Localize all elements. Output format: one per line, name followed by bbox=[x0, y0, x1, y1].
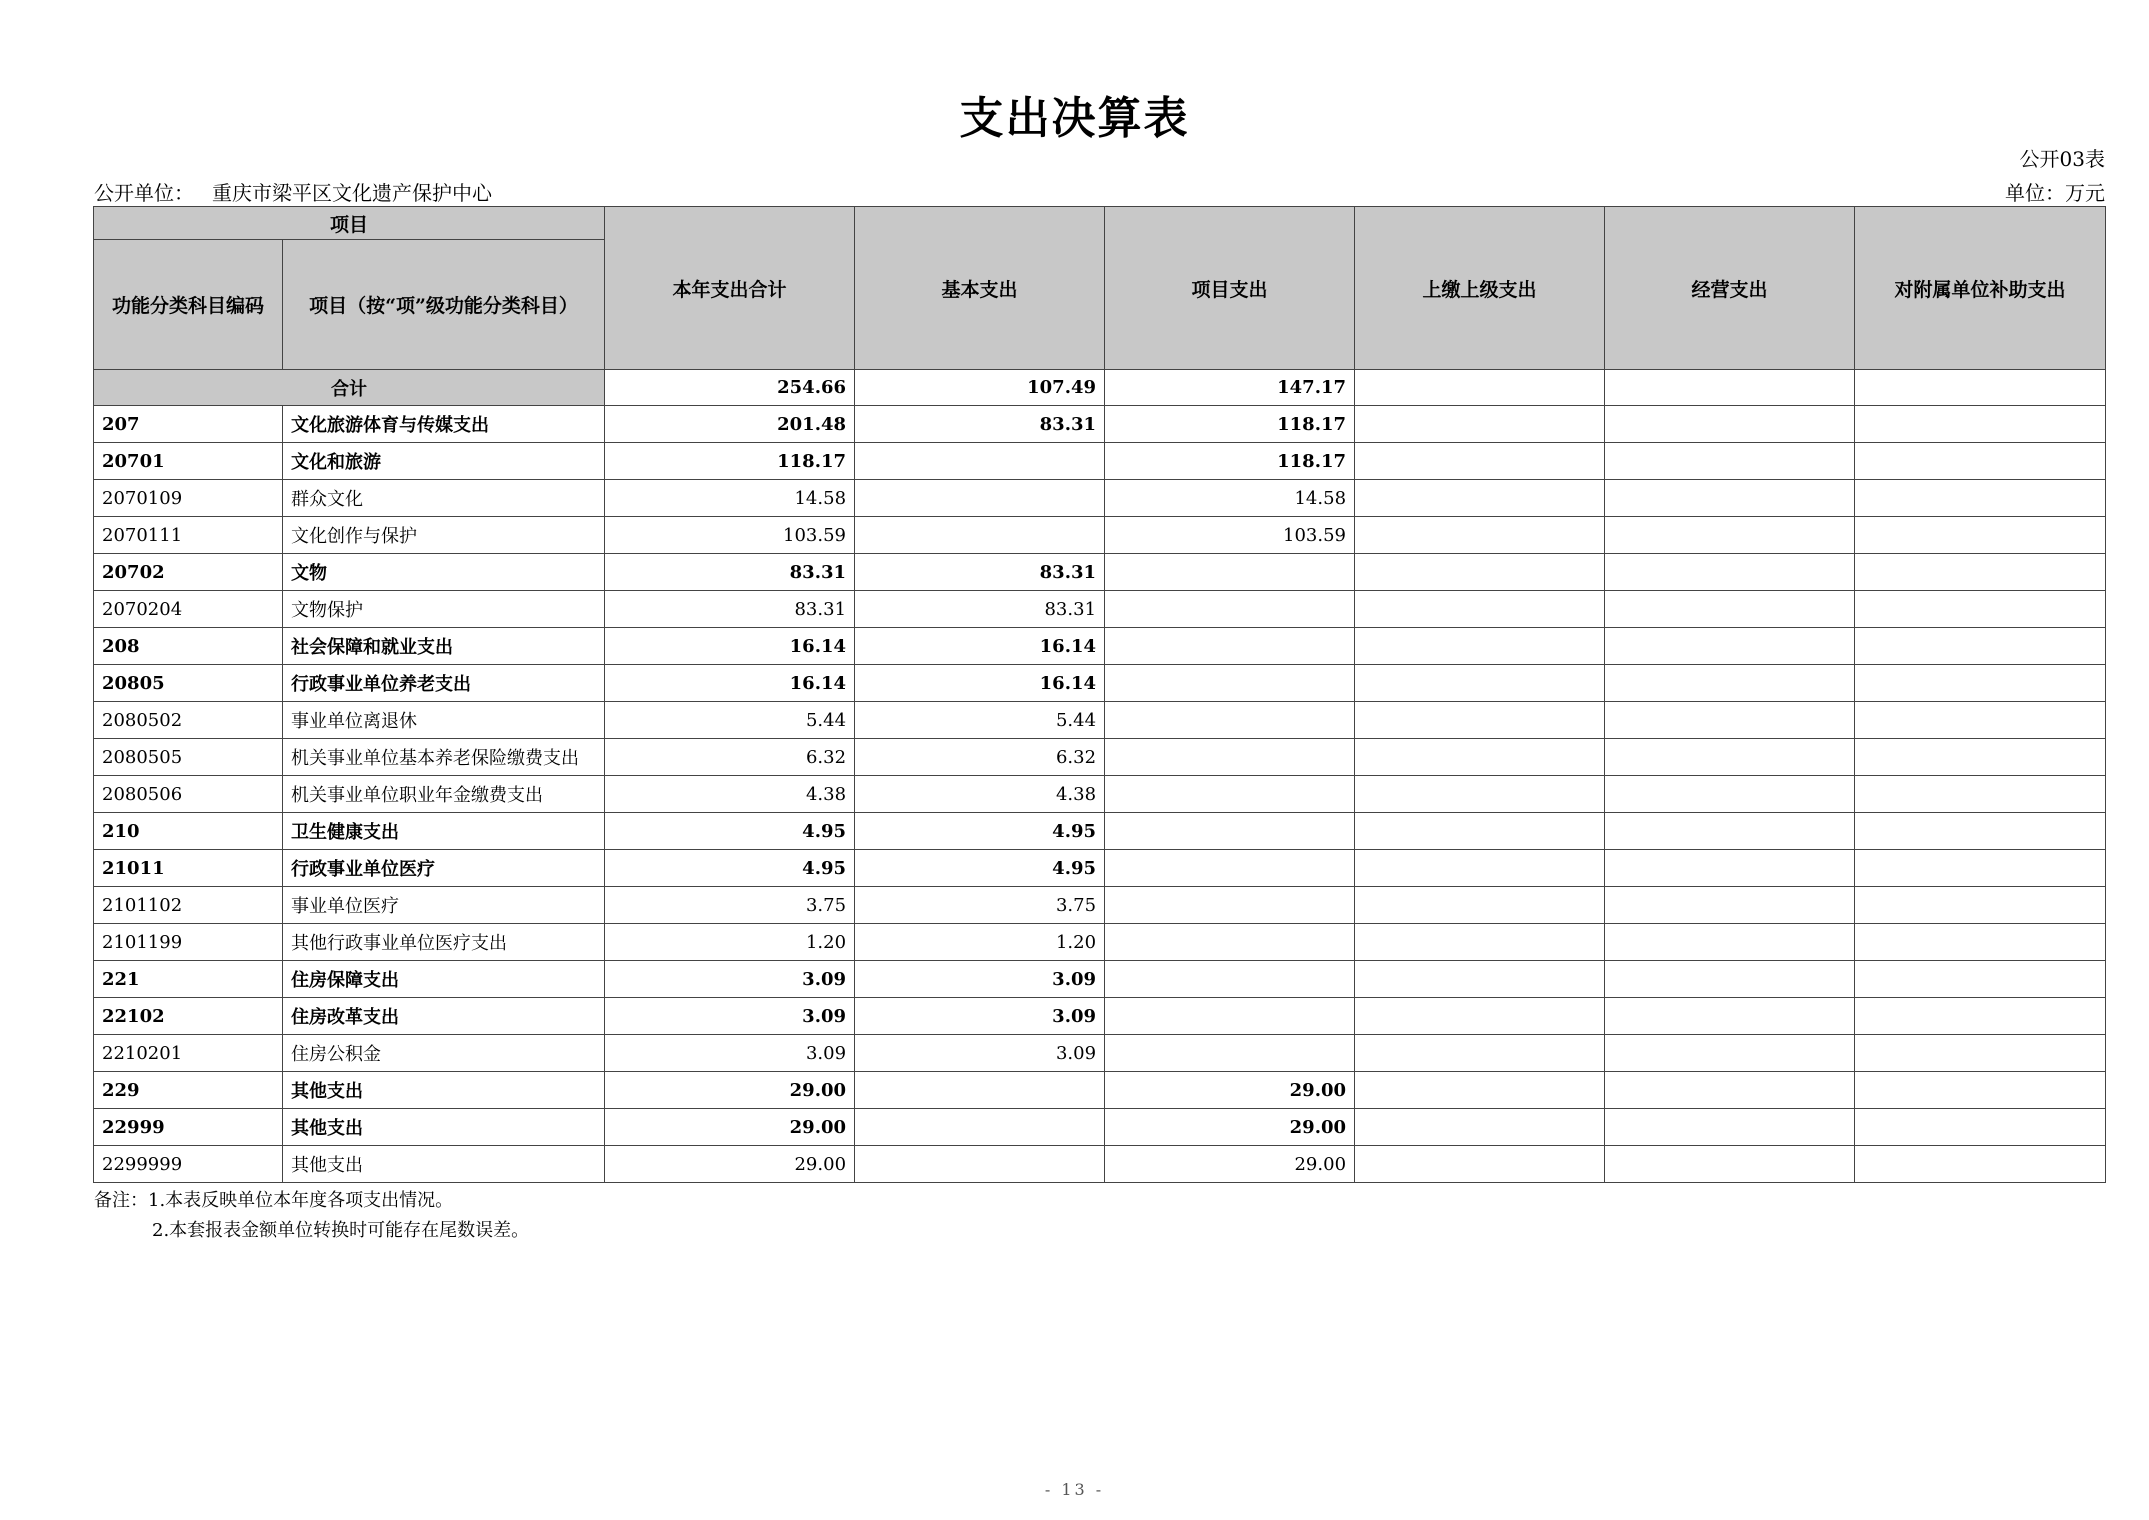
cell-basic bbox=[855, 1072, 1105, 1109]
cell-item bbox=[1105, 554, 1355, 591]
summary-total: 254.66 bbox=[605, 370, 855, 406]
cell-name: 卫生健康支出 bbox=[283, 813, 605, 850]
cell-upper bbox=[1355, 961, 1605, 998]
cell-code: 221 bbox=[94, 961, 283, 998]
header-basic: 基本支出 bbox=[855, 207, 1105, 370]
cell-item: 29.00 bbox=[1105, 1109, 1355, 1146]
header-subsidy: 对附属单位补助支出 bbox=[1855, 207, 2106, 370]
cell-upper bbox=[1355, 1146, 1605, 1183]
cell-total: 4.38 bbox=[605, 776, 855, 813]
table-row bbox=[94, 591, 2106, 628]
table-row bbox=[94, 1109, 2106, 1146]
cell-business bbox=[1605, 887, 1855, 924]
cell-business bbox=[1605, 776, 1855, 813]
cell-basic bbox=[855, 517, 1105, 554]
cell-item bbox=[1105, 850, 1355, 887]
cell-basic: 83.31 bbox=[855, 554, 1105, 591]
cell-code: 2070109 bbox=[94, 480, 283, 517]
table-row bbox=[94, 924, 2106, 961]
cell-upper bbox=[1355, 591, 1605, 628]
cell-subsidy bbox=[1855, 591, 2106, 628]
cell-total: 201.48 bbox=[605, 406, 855, 443]
header-item: 项目支出 bbox=[1105, 207, 1355, 370]
cell-total: 29.00 bbox=[605, 1072, 855, 1109]
table-row bbox=[94, 702, 2106, 739]
cell-subsidy bbox=[1855, 776, 2106, 813]
table-row bbox=[94, 480, 2106, 517]
table-row bbox=[94, 1146, 2106, 1183]
summary-business bbox=[1605, 370, 1855, 406]
cell-name: 群众文化 bbox=[283, 480, 605, 517]
cell-code: 2101199 bbox=[94, 924, 283, 961]
cell-basic: 16.14 bbox=[855, 665, 1105, 702]
cell-business bbox=[1605, 443, 1855, 480]
cell-total: 103.59 bbox=[605, 517, 855, 554]
cell-upper bbox=[1355, 406, 1605, 443]
cell-code: 2210201 bbox=[94, 1035, 283, 1072]
cell-subsidy bbox=[1855, 739, 2106, 776]
cell-basic: 3.75 bbox=[855, 887, 1105, 924]
cell-code: 20702 bbox=[94, 554, 283, 591]
cell-name: 文化和旅游 bbox=[283, 443, 605, 480]
table-row bbox=[94, 1035, 2106, 1072]
cell-subsidy bbox=[1855, 517, 2106, 554]
cell-business bbox=[1605, 813, 1855, 850]
cell-item bbox=[1105, 739, 1355, 776]
cell-code: 22999 bbox=[94, 1109, 283, 1146]
cell-name: 文化创作与保护 bbox=[283, 517, 605, 554]
cell-name: 机关事业单位职业年金缴费支出 bbox=[283, 776, 605, 813]
cell-code: 2080502 bbox=[94, 702, 283, 739]
cell-total: 83.31 bbox=[605, 554, 855, 591]
cell-code: 208 bbox=[94, 628, 283, 665]
cell-business bbox=[1605, 1146, 1855, 1183]
cell-item bbox=[1105, 776, 1355, 813]
cell-business bbox=[1605, 665, 1855, 702]
cell-code: 2299999 bbox=[94, 1146, 283, 1183]
cell-business bbox=[1605, 517, 1855, 554]
notes bbox=[94, 1186, 529, 1246]
cell-business bbox=[1605, 591, 1855, 628]
cell-total: 6.32 bbox=[605, 739, 855, 776]
table-number: 公开03表 bbox=[2019, 147, 2105, 171]
cell-subsidy bbox=[1855, 628, 2106, 665]
cell-item bbox=[1105, 1035, 1355, 1072]
cell-item: 29.00 bbox=[1105, 1072, 1355, 1109]
cell-subsidy bbox=[1855, 961, 2106, 998]
expenditure-table bbox=[93, 206, 2106, 1183]
table-row bbox=[94, 628, 2106, 665]
cell-item: 103.59 bbox=[1105, 517, 1355, 554]
cell-basic bbox=[855, 1146, 1105, 1183]
cell-basic: 16.14 bbox=[855, 628, 1105, 665]
cell-code: 2070111 bbox=[94, 517, 283, 554]
table-row bbox=[94, 850, 2106, 887]
cell-business bbox=[1605, 480, 1855, 517]
note-2: 2.本套报表金额单位转换时可能存在尾数误差。 bbox=[152, 1220, 530, 1241]
cell-business bbox=[1605, 1109, 1855, 1146]
cell-subsidy bbox=[1855, 480, 2106, 517]
cell-basic: 4.38 bbox=[855, 776, 1105, 813]
cell-business bbox=[1605, 924, 1855, 961]
cell-total: 3.75 bbox=[605, 887, 855, 924]
unit-label: 公开单位： bbox=[94, 181, 194, 205]
cell-business bbox=[1605, 702, 1855, 739]
cell-item: 14.58 bbox=[1105, 480, 1355, 517]
cell-total: 118.17 bbox=[605, 443, 855, 480]
cell-basic: 83.31 bbox=[855, 406, 1105, 443]
cell-upper bbox=[1355, 924, 1605, 961]
cell-name: 行政事业单位医疗 bbox=[283, 850, 605, 887]
cell-total: 5.44 bbox=[605, 702, 855, 739]
cell-name: 文化旅游体育与传媒支出 bbox=[283, 406, 605, 443]
cell-upper bbox=[1355, 813, 1605, 850]
cell-code: 207 bbox=[94, 406, 283, 443]
cell-name: 住房公积金 bbox=[283, 1035, 605, 1072]
cell-basic: 6.32 bbox=[855, 739, 1105, 776]
cell-upper bbox=[1355, 998, 1605, 1035]
cell-total: 3.09 bbox=[605, 1035, 855, 1072]
cell-total: 3.09 bbox=[605, 961, 855, 998]
cell-item: 118.17 bbox=[1105, 443, 1355, 480]
cell-business bbox=[1605, 998, 1855, 1035]
cell-name: 事业单位医疗 bbox=[283, 887, 605, 924]
reporting-unit bbox=[94, 177, 492, 206]
table-row bbox=[94, 998, 2106, 1035]
cell-basic: 3.09 bbox=[855, 1035, 1105, 1072]
cell-item bbox=[1105, 702, 1355, 739]
cell-total: 1.20 bbox=[605, 924, 855, 961]
cell-name: 行政事业单位养老支出 bbox=[283, 665, 605, 702]
cell-name: 事业单位离退休 bbox=[283, 702, 605, 739]
cell-code: 2070204 bbox=[94, 591, 283, 628]
cell-subsidy bbox=[1855, 850, 2106, 887]
cell-subsidy bbox=[1855, 813, 2106, 850]
page-title: 支出决算表 bbox=[959, 93, 1190, 144]
cell-total: 4.95 bbox=[605, 850, 855, 887]
summary-upper bbox=[1355, 370, 1605, 406]
cell-upper bbox=[1355, 739, 1605, 776]
cell-total: 29.00 bbox=[605, 1109, 855, 1146]
table-row bbox=[94, 813, 2106, 850]
cell-item bbox=[1105, 887, 1355, 924]
header-total: 本年支出合计 bbox=[605, 207, 855, 370]
summary-subsidy bbox=[1855, 370, 2106, 406]
unit-name: 重庆市梁平区文化遗产保护中心 bbox=[212, 181, 492, 205]
cell-total: 29.00 bbox=[605, 1146, 855, 1183]
cell-basic: 4.95 bbox=[855, 813, 1105, 850]
cell-upper bbox=[1355, 628, 1605, 665]
cell-name: 文物 bbox=[283, 554, 605, 591]
cell-code: 229 bbox=[94, 1072, 283, 1109]
table-row bbox=[94, 665, 2106, 702]
cell-business bbox=[1605, 554, 1855, 591]
cell-item bbox=[1105, 924, 1355, 961]
table-row bbox=[94, 517, 2106, 554]
cell-name: 机关事业单位基本养老保险缴费支出 bbox=[283, 739, 605, 776]
cell-business bbox=[1605, 628, 1855, 665]
cell-basic: 3.09 bbox=[855, 998, 1105, 1035]
cell-subsidy bbox=[1855, 924, 2106, 961]
header-code: 功能分类科目编码 bbox=[94, 240, 283, 370]
note-1: 备注：1.本表反映单位本年度各项支出情况。 bbox=[94, 1190, 454, 1211]
cell-item bbox=[1105, 628, 1355, 665]
cell-name: 其他行政事业单位医疗支出 bbox=[283, 924, 605, 961]
cell-upper bbox=[1355, 665, 1605, 702]
cell-item: 118.17 bbox=[1105, 406, 1355, 443]
cell-code: 2080506 bbox=[94, 776, 283, 813]
cell-basic: 4.95 bbox=[855, 850, 1105, 887]
cell-upper bbox=[1355, 702, 1605, 739]
cell-subsidy bbox=[1855, 702, 2106, 739]
header-project: 项目 bbox=[94, 207, 605, 240]
cell-item bbox=[1105, 961, 1355, 998]
summary-label: 合计 bbox=[94, 370, 605, 406]
page-number: - 13 - bbox=[1044, 1480, 1105, 1499]
cell-business bbox=[1605, 739, 1855, 776]
cell-total: 14.58 bbox=[605, 480, 855, 517]
table-row bbox=[94, 887, 2106, 924]
cell-code: 2080505 bbox=[94, 739, 283, 776]
cell-subsidy bbox=[1855, 998, 2106, 1035]
table-row bbox=[94, 776, 2106, 813]
cell-business bbox=[1605, 850, 1855, 887]
table-row bbox=[94, 961, 2106, 998]
cell-basic bbox=[855, 443, 1105, 480]
table-row bbox=[94, 739, 2106, 776]
header-upper: 上缴上级支出 bbox=[1355, 207, 1605, 370]
cell-upper bbox=[1355, 776, 1605, 813]
cell-name: 住房改革支出 bbox=[283, 998, 605, 1035]
cell-item: 29.00 bbox=[1105, 1146, 1355, 1183]
summary-item: 147.17 bbox=[1105, 370, 1355, 406]
cell-basic bbox=[855, 1109, 1105, 1146]
cell-subsidy bbox=[1855, 443, 2106, 480]
header-name: 项目（按“项”级功能分类科目） bbox=[283, 240, 605, 370]
cell-item bbox=[1105, 591, 1355, 628]
cell-item bbox=[1105, 665, 1355, 702]
cell-subsidy bbox=[1855, 665, 2106, 702]
cell-subsidy bbox=[1855, 406, 2106, 443]
cell-item bbox=[1105, 813, 1355, 850]
cell-code: 20701 bbox=[94, 443, 283, 480]
table-row bbox=[94, 554, 2106, 591]
cell-code: 210 bbox=[94, 813, 283, 850]
cell-upper bbox=[1355, 850, 1605, 887]
cell-basic: 83.31 bbox=[855, 591, 1105, 628]
cell-business bbox=[1605, 1072, 1855, 1109]
cell-total: 4.95 bbox=[605, 813, 855, 850]
cell-name: 其他支出 bbox=[283, 1072, 605, 1109]
cell-subsidy bbox=[1855, 554, 2106, 591]
cell-code: 2101102 bbox=[94, 887, 283, 924]
summary-basic: 107.49 bbox=[855, 370, 1105, 406]
table-row bbox=[94, 443, 2106, 480]
cell-upper bbox=[1355, 1035, 1605, 1072]
cell-upper bbox=[1355, 554, 1605, 591]
cell-name: 文物保护 bbox=[283, 591, 605, 628]
cell-subsidy bbox=[1855, 1035, 2106, 1072]
cell-upper bbox=[1355, 1072, 1605, 1109]
money-unit: 单位：万元 bbox=[2005, 181, 2105, 205]
cell-total: 16.14 bbox=[605, 628, 855, 665]
cell-subsidy bbox=[1855, 1072, 2106, 1109]
cell-subsidy bbox=[1855, 887, 2106, 924]
cell-basic bbox=[855, 480, 1105, 517]
cell-name: 其他支出 bbox=[283, 1146, 605, 1183]
cell-upper bbox=[1355, 517, 1605, 554]
cell-name: 住房保障支出 bbox=[283, 961, 605, 998]
cell-business bbox=[1605, 406, 1855, 443]
cell-business bbox=[1605, 961, 1855, 998]
cell-subsidy bbox=[1855, 1146, 2106, 1183]
cell-code: 22102 bbox=[94, 998, 283, 1035]
cell-code: 21011 bbox=[94, 850, 283, 887]
cell-item bbox=[1105, 998, 1355, 1035]
cell-code: 20805 bbox=[94, 665, 283, 702]
cell-upper bbox=[1355, 1109, 1605, 1146]
cell-total: 3.09 bbox=[605, 998, 855, 1035]
summary-row bbox=[94, 370, 2106, 406]
header-business: 经营支出 bbox=[1605, 207, 1855, 370]
cell-upper bbox=[1355, 480, 1605, 517]
cell-name: 社会保障和就业支出 bbox=[283, 628, 605, 665]
cell-business bbox=[1605, 1035, 1855, 1072]
cell-subsidy bbox=[1855, 1109, 2106, 1146]
cell-name: 其他支出 bbox=[283, 1109, 605, 1146]
cell-basic: 1.20 bbox=[855, 924, 1105, 961]
cell-total: 83.31 bbox=[605, 591, 855, 628]
cell-upper bbox=[1355, 887, 1605, 924]
cell-upper bbox=[1355, 443, 1605, 480]
cell-basic: 3.09 bbox=[855, 961, 1105, 998]
table-row bbox=[94, 1072, 2106, 1109]
cell-total: 16.14 bbox=[605, 665, 855, 702]
cell-basic: 5.44 bbox=[855, 702, 1105, 739]
table-row bbox=[94, 406, 2106, 443]
